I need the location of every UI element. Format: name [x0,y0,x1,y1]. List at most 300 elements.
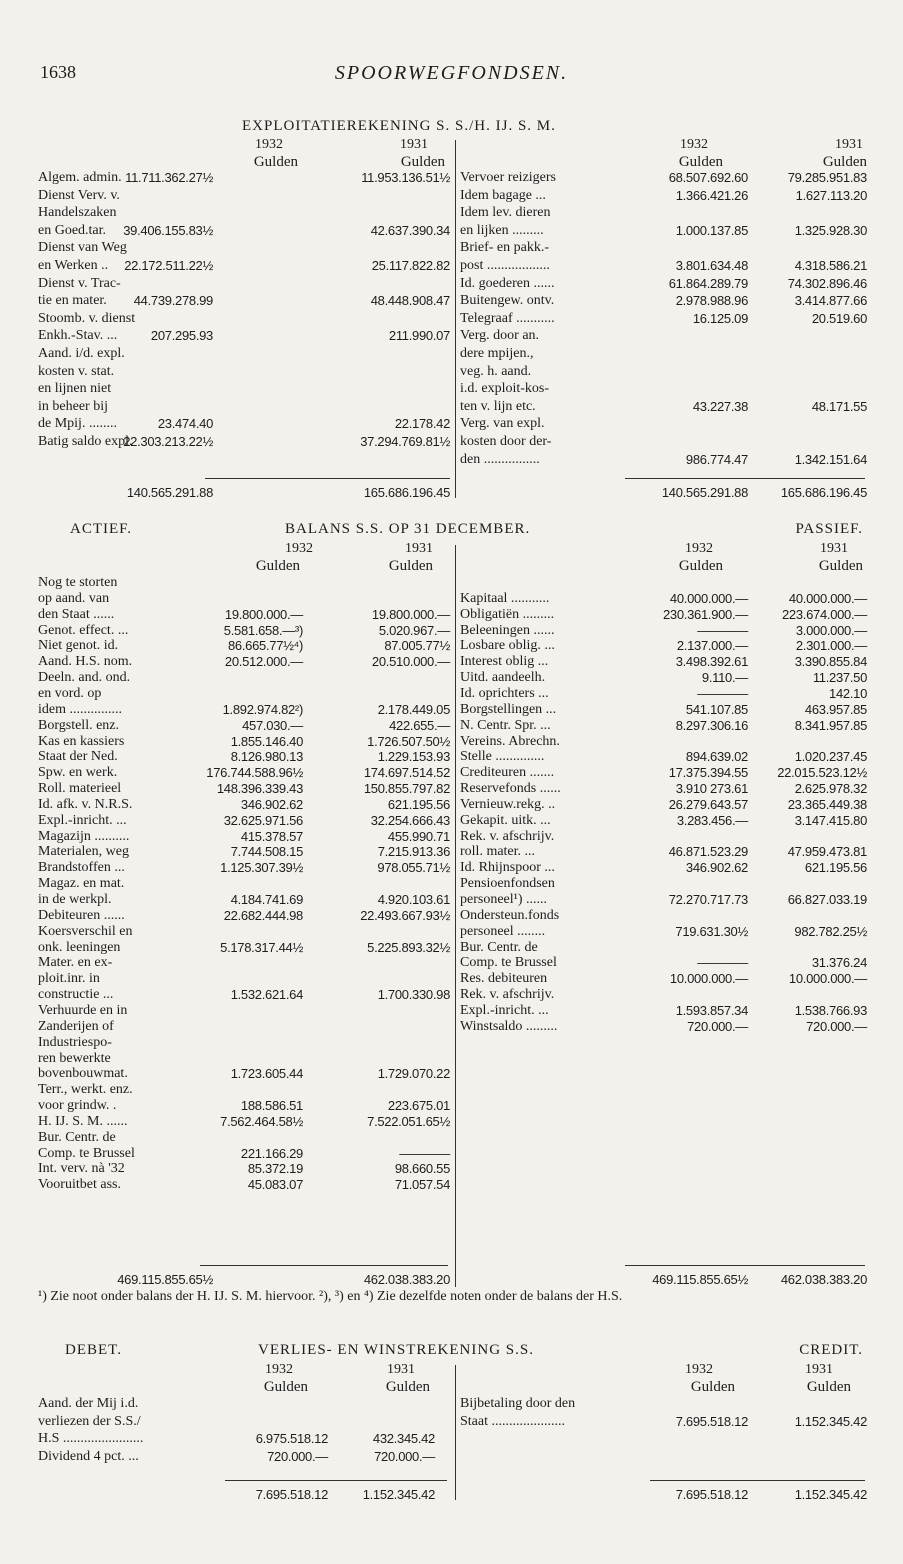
running-title: SPOORWEGFONDSEN. [334,62,569,84]
left-label: H.S ....................... [38,1431,144,1446]
right-label: Res. debiteuren [460,971,548,987]
right-label: Staat ..................... [460,1413,565,1429]
left-value-1932: 6.975.518.12 [255,1431,328,1446]
ledger-row [0,940,903,955]
ledger-row [0,1431,903,1446]
ledger-row [0,364,903,379]
right-label: Reservefonds ...... [460,781,561,797]
left-value-1931: 11.953.136.51½ [361,170,450,185]
right-value-1932: 1.366.421.26 [675,187,748,203]
ledger-row [0,1414,903,1429]
left-value-1931: 621.195.56 [387,796,450,812]
bal-right-unit-1931: Gulden [818,558,863,574]
right-value-1932: 26.279.643.57 [668,796,748,812]
balans-footnote: ¹) Zie noot onder balans der H. IJ. S. M. hiervoor. ²), ³) en ⁴) Zie dezelfde noten onder de balans der H.S. [38,1289,623,1304]
left-value-1932: 7.744.508.15 [230,844,303,860]
left-value-1932: 8.126.980.13 [230,749,303,765]
vw-total-right-1932: 7.695.518.12 [675,1487,748,1502]
ledger-row [0,718,903,733]
ledger-row [0,328,903,343]
left-label: Aand. H.S. nom. [38,654,133,670]
left-label: en Goed.tar. [38,222,107,238]
left-label: Brandstoffen ... [38,860,125,876]
right-label: Telegraaf ........... [460,310,555,326]
ledger-row [0,829,903,844]
ledger-row [0,781,903,796]
left-label: verliezen der S.S./ [38,1413,141,1429]
vw-left-unit-1932: Gulden [263,1379,308,1395]
left-label: voor grindw. . [38,1098,117,1114]
right-value-1931: 1.627.113.20 [795,187,867,203]
ledger-row [0,346,903,361]
vw-left-year-1932: 1932 [265,1362,293,1377]
right-value-1931: 8.341.957.85 [794,717,867,733]
left-label: Algem. admin. [38,170,122,185]
left-label: Enkh.-Stav. ... [38,328,118,344]
left-label: Koersverschil en [38,923,133,939]
expl-left-unit-1931: Gulden [400,154,445,170]
left-value-1932: 39.406.155.83½ [123,222,213,238]
ledger-row [0,293,903,308]
right-value-1932: 541.107.85 [685,701,748,717]
right-value-1931: 1.325.928.30 [794,222,867,238]
vw-total-left-1932: 7.695.518.12 [255,1487,328,1502]
right-value-1932: ———— [697,955,748,971]
left-value-1931: 4.920.103.61 [377,892,450,907]
right-value-1931: 23.365.449.38 [787,796,867,812]
left-value-1931: 7.522.051.65½ [367,1113,450,1129]
left-label: Dividend 4 pct. ... [38,1448,139,1464]
left-value-1932: 457.030.— [242,717,303,733]
left-value-1932: 1.532.621.64 [230,987,303,1003]
left-value-1931: 32.254.666.43 [370,812,450,828]
left-value-1932: 86.665.77½⁴) [228,638,303,654]
ledger-row [0,1003,903,1018]
right-label: Winstsaldo ......... [460,1018,558,1034]
right-value-1932: 10.000.000.— [669,971,748,987]
left-value-1931: 211.990.07 [388,328,450,344]
vw-divider [455,1365,456,1500]
bal-right-unit-1932: Gulden [678,558,723,574]
bal-right-year-1932: 1932 [685,541,713,556]
vw-left-unit-1931: Gulden [385,1379,430,1395]
left-label: Debiteuren ...... [38,907,125,923]
left-value-1931: 19.800.000.— [371,606,450,622]
left-label: de Mpij. ........ [38,416,117,432]
left-value-1931: 22.493.667.93½ [360,907,450,923]
balans-actief-head: ACTIEF. [70,521,133,537]
left-label: ploit.inr. in [38,971,100,987]
right-value-1931: 4.318.586.21 [794,258,867,273]
ledger-row [0,258,903,273]
left-label: den Staat ...... [38,606,115,622]
left-label: idem ............... [38,701,122,717]
left-value-1931: 455.990.71 [387,828,450,844]
right-value-1931: 1.538.766.93 [794,1002,867,1018]
left-label: en lijnen niet [38,381,112,397]
ledger-row [0,1082,903,1097]
right-label: dere mpijen., [460,346,534,361]
ledger-row [0,860,903,875]
left-label: ren bewerkte [38,1050,111,1066]
right-value-1932: 1.593.857.34 [675,1002,748,1018]
bal-left-year-1931: 1931 [405,541,433,556]
right-value-1931: 79.285.951.83 [787,170,867,185]
right-value-1932: ———— [697,685,748,701]
vw-right-rule [650,1480,865,1481]
ledger-row [0,987,903,1002]
left-label: op aand. van [38,590,110,606]
left-label: Kas en kassiers [38,733,125,749]
left-label: Expl.-inricht. ... [38,812,127,828]
left-label: Aand. i/d. expl. [38,346,125,361]
right-label: Brief- en pakk.- [460,240,550,256]
ledger-row [0,276,903,291]
left-value-1931: 48.448.908.47 [370,293,450,309]
left-value-1931: 20.510.000.— [371,654,450,670]
left-value-1931: 422.655.— [389,717,450,733]
right-label: Idem lev. dieren [460,205,551,221]
right-label: ten v. lijn etc. [460,398,536,414]
ledger-row [0,188,903,203]
right-label: personeel ........ [460,923,546,939]
right-value-1932: 986.774.47 [685,451,748,467]
right-value-1932: 1.000.137.85 [675,222,748,238]
left-value-1931: 150.855.797.82 [363,781,450,797]
right-label: Ondersteun.fonds [460,907,560,923]
right-value-1931: 1.342.151.64 [794,451,867,467]
ledger-row [0,892,903,907]
right-value-1931: 621.195.56 [804,860,867,876]
right-label: Kapitaal ........... [460,590,550,606]
left-value-1932: 11.711.362.27½ [125,170,213,185]
left-value-1931: 720.000.— [374,1448,435,1464]
left-value-1931: 25.117.822.82 [371,258,450,273]
ledger-row [0,1051,903,1066]
left-label: in beheer bij [38,398,108,414]
ledger-row [0,1449,903,1464]
right-value-1932: 17.375.394.55 [668,765,748,781]
left-value-1932: 22.303.213.22½ [123,434,213,449]
ledger-row [0,223,903,238]
ledger-row [0,434,903,449]
right-value-1931: 223.674.000.— [781,606,867,622]
right-label: Vervoer reizigers [460,170,557,185]
vw-total-left-1931: 1.152.345.42 [362,1487,435,1502]
left-value-1932: 720.000.— [267,1448,328,1464]
vw-right-unit-1931: Gulden [806,1379,851,1395]
right-value-1931: 720.000.— [806,1018,867,1034]
right-label: Bijbetaling door den [460,1396,576,1411]
ledger-row [0,765,903,780]
right-value-1931: 20.519.60 [811,310,867,326]
expl-left-year-1931: 1931 [400,137,428,152]
ledger-row [0,797,903,812]
vw-right-year-1932: 1932 [685,1362,713,1377]
left-value-1931: 1.729.070.22 [377,1066,450,1082]
right-value-1932: 40.000.000.— [669,590,748,606]
ledger-row [0,702,903,717]
bal-divider [455,545,456,1287]
ledger-row [0,381,903,396]
right-value-1932: 3.910 273.61 [675,781,748,797]
right-value-1932: 61.864.289.79 [668,275,748,291]
left-value-1931: 42.637.390.34 [370,222,450,238]
left-label: Terr., werkt. enz. [38,1082,133,1098]
left-value-1932: 176.744.588.96½ [206,765,303,781]
right-value-1932: 68.507.692.60 [668,170,748,185]
left-label: Spw. en werk. [38,765,118,781]
left-label: bovenbouwmat. [38,1066,128,1082]
ledger-row [0,908,903,923]
left-label: en Werken .. [38,258,109,273]
vw-left-year-1931: 1931 [387,1362,415,1377]
bal-left-unit-1932: Gulden [255,558,300,574]
right-label: Comp. te Brussel [460,955,557,971]
left-value-1931: 37.294.769.81½ [360,434,450,449]
left-value-1932: 22.172.511.22½ [124,258,213,273]
right-label: Pensioenfondsen [460,876,555,892]
left-value-1932: 415.378.57 [240,828,303,844]
left-value-1931: 1.229.153.93 [377,749,450,765]
left-label: Nog te storten [38,575,118,590]
right-label: kosten door der- [460,434,552,449]
bal-total-row [0,1272,903,1287]
right-value-1932: 7.695.518.12 [675,1413,748,1429]
vw-right-year-1931: 1931 [805,1362,833,1377]
right-value-1932: 72.270.717.73 [668,892,748,907]
bal-left-year-1932: 1932 [285,541,313,556]
bal-right-rule [625,1265,865,1266]
bal-total-left-1932: 469.115.855.65½ [117,1272,213,1287]
right-label: Id. Rhijnspoor ... [460,860,555,876]
right-value-1932: 230.361.900.— [662,606,748,622]
right-label: Id. oprichters ... [460,685,549,701]
ledger-row [0,749,903,764]
left-value-1932: 5.178.317.44½ [220,939,303,955]
bal-total-right-1932: 469.115.855.65½ [652,1272,748,1287]
right-label: Id. goederen ...... [460,275,555,291]
right-value-1932: 3.283.456.— [676,812,748,828]
left-value-1932: 346.902.62 [240,796,303,812]
right-value-1931: 1.152.345.42 [794,1413,867,1429]
right-label: Gekapit. uitk. ... [460,812,551,828]
right-label: Crediteuren ....... [460,765,555,781]
left-value-1931: 98.660.55 [394,1161,450,1177]
left-value-1931: 1.726.507.50½ [367,733,450,749]
right-value-1931: 47.959.473.81 [787,844,867,860]
right-value-1931: 2.625.978.32 [794,781,867,797]
left-value-1932: 44.739.278.99 [133,293,213,309]
ledger-row [0,1066,903,1081]
balans-title: BALANS S.S. OP 31 DECEMBER. [285,521,531,537]
right-value-1932: 16.125.09 [692,310,748,326]
ledger-row [0,654,903,669]
right-value-1931: 48.171.55 [811,398,867,414]
ledger-row [0,575,903,590]
left-value-1931: 22.178.42 [394,416,450,432]
bal-total-left-1931: 462.038.383.20 [363,1272,450,1287]
expl-right-year-1932: 1932 [680,137,708,152]
ledger-row [0,638,903,653]
ledger-row [0,1035,903,1050]
right-value-1931: 2.301.000.— [795,638,867,654]
left-label: Stoomb. v. dienst [38,310,136,326]
right-label: Bur. Centr. de [460,939,538,955]
right-value-1932: 43.227.38 [692,398,748,414]
right-label: Stelle .............. [460,749,545,765]
ledger-row [0,607,903,622]
ledger-row [0,311,903,326]
right-label: i.d. exploit-kos- [460,381,550,397]
left-label: in de werkpl. [38,892,112,907]
left-value-1932: 4.184.741.69 [230,892,303,907]
left-label: onk. leeningen [38,939,121,955]
ledger-row [0,686,903,701]
right-label: Uitd. aandeelh. [460,670,546,686]
right-label: Verg. door an. [460,328,540,344]
left-label: Id. afk. v. N.R.S. [38,796,133,812]
left-label: Genot. effect. ... [38,622,129,638]
expl-right-unit-1931: Gulden [822,154,867,170]
right-value-1932: 3.801.634.48 [675,258,748,273]
right-label: Expl.-inricht. ... [460,1002,549,1018]
left-label: Borgstell. enz. [38,717,120,733]
ledger-row [0,670,903,685]
right-value-1932: ———— [697,622,748,638]
left-label: en vord. op [38,685,102,701]
right-label: roll. mater. ... [460,844,536,860]
right-value-1931: 22.015.523.12½ [777,765,867,781]
expl-left-rule [205,478,450,479]
ledger-row [0,924,903,939]
left-label: tie en mater. [38,293,107,309]
expl-total-right-1932: 140.565.291.88 [661,485,748,500]
ledger-row [0,1396,903,1411]
expl-right-unit-1932: Gulden [678,154,723,170]
right-value-1931: 142.10 [829,685,867,701]
left-value-1932: 188.586.51 [240,1098,303,1114]
ledger-row [0,1177,903,1192]
right-label: en lijken ......... [460,222,544,238]
left-value-1931: 2.178.449.05 [377,701,450,717]
left-value-1932: 1.723.605.44 [230,1066,303,1082]
right-value-1932: 346.902.62 [685,860,748,876]
right-label: Interest oblig ... [460,654,549,670]
left-label: Roll. materieel [38,781,122,797]
right-value-1931: 11.237.50 [812,670,867,686]
right-value-1931: 31.376.24 [811,955,867,971]
left-value-1931: 71.057.54 [394,1177,450,1193]
left-value-1931: 5.225.893.32½ [367,939,450,955]
left-value-1931: 432.345.42 [372,1431,435,1446]
left-value-1932: 1.892.974.82²) [222,701,303,717]
verlies-debet-head: DEBET. [65,1342,122,1358]
vw-total-row [0,1487,903,1502]
left-label: Bur. Centr. de [38,1129,116,1145]
right-label: Buitengew. ontv. [460,293,555,309]
left-value-1931: 7.215.913.36 [377,844,450,860]
ledger-row [0,452,903,467]
ledger-row [0,623,903,638]
right-value-1931: 3.390.855.84 [794,654,867,670]
right-label: personeel¹) ...... [460,892,548,907]
page-number: 1638 [40,62,76,82]
left-value-1932: 221.166.29 [240,1145,303,1161]
left-label: Magaz. en mat. [38,876,125,892]
right-value-1932: 2.137.000.— [676,638,748,654]
right-value-1931: 1.020.237.45 [794,749,867,765]
right-label: Beleeningen ...... [460,622,555,638]
left-label: Staat der Ned. [38,749,118,765]
bal-left-unit-1931: Gulden [388,558,433,574]
left-label: Verhuurde en in [38,1002,128,1018]
left-value-1932: 22.682.444.98 [223,907,303,923]
ledger-row [0,876,903,891]
left-value-1932: 19.800.000.— [224,606,303,622]
ledger-row [0,399,903,414]
ledger-row [0,416,903,431]
right-label: Idem bagage ... [460,187,546,203]
right-label: den ................ [460,451,540,467]
right-label: Vernieuw.rekg. .. [460,796,556,812]
left-value-1931: 1.700.330.98 [377,987,450,1003]
left-label: Materialen, weg [38,844,129,860]
ledger-row [0,844,903,859]
ledger-row [0,1019,903,1034]
right-label: Losbare oblig. ... [460,638,555,654]
left-value-1932: 23.474.40 [157,416,213,432]
bal-left-rule [200,1265,448,1266]
expl-left-year-1932: 1932 [255,137,283,152]
left-label: Deeln. and. ond. [38,670,131,686]
bal-right-year-1931: 1931 [820,541,848,556]
right-label: Verg. van expl. [460,416,545,432]
ledger-row [0,591,903,606]
vw-total-right-1931: 1.152.345.42 [794,1487,867,1502]
expl-right-year-1931: 1931 [835,137,863,152]
left-value-1932: 1.855.146.40 [230,733,303,749]
ledger-row [0,1161,903,1176]
ledger-row [0,1146,903,1161]
left-label: constructie ... [38,987,114,1003]
verlies-title: VERLIES- EN WINSTREKENING S.S. [258,1342,534,1358]
right-label: Rek. v. afschrijv. [460,828,555,844]
left-value-1931: 5.020.967.— [378,622,450,638]
ledger-row [0,813,903,828]
left-label: Aand. der Mij i.d. [38,1396,139,1411]
right-value-1932: 46.871.523.29 [668,844,748,860]
expl-left-unit-1932: Gulden [253,154,298,170]
expl-total-left-1931: 165.686.196.45 [363,485,450,500]
left-label: Zanderijen of [38,1018,114,1034]
ledger-row [0,170,903,185]
left-label: Magazijn .......... [38,828,130,844]
right-value-1931: 982.782.25½ [794,923,867,939]
left-label: Handelszaken [38,205,117,221]
ledger-row [0,1114,903,1129]
right-value-1931: 463.957.85 [804,701,867,717]
right-label: Borgstellingen ... [460,701,557,717]
left-label: Niet genot. id. [38,638,119,654]
right-value-1931: 10.000.000.— [788,971,867,987]
left-label: Industriespo- [38,1034,112,1050]
left-value-1931: 174.697.514.52 [363,765,450,781]
vw-right-unit-1932: Gulden [690,1379,735,1395]
left-value-1932: 207.295.93 [150,328,213,344]
left-value-1931: 223.675.01 [387,1098,450,1114]
left-value-1932: 85.372.19 [247,1161,303,1177]
